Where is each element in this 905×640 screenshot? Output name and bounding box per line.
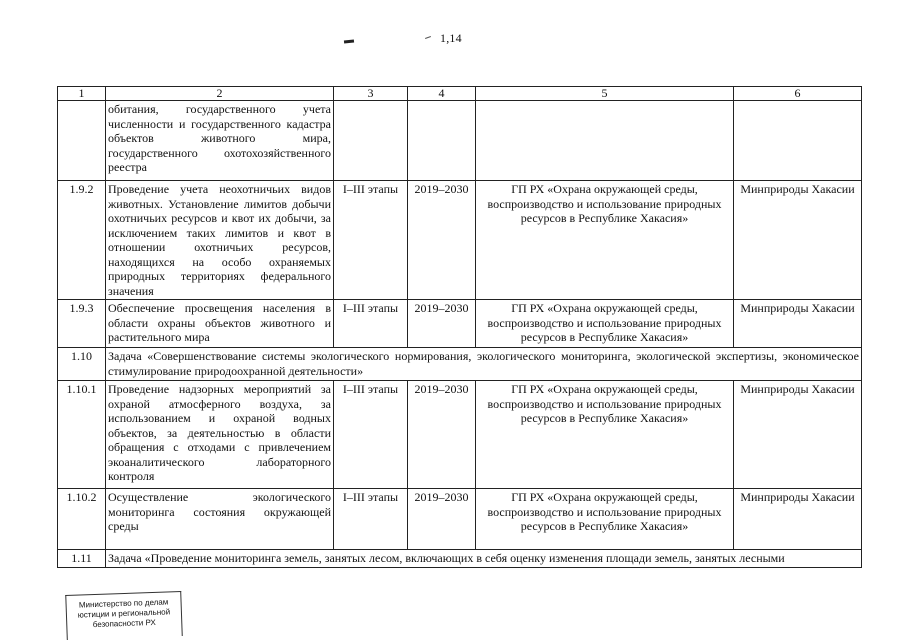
task-row <box>58 348 862 381</box>
responsible-cell: Минприроды Хакасии <box>734 181 862 300</box>
row-number: 1.10 <box>58 348 106 381</box>
responsible-cell: Минприроды Хакасии <box>734 381 862 489</box>
program-cell <box>476 101 734 181</box>
stage-cell: I–III этапы <box>334 181 408 300</box>
responsible-cell: Минприроды Хакасии <box>734 300 862 348</box>
column-header: 3 <box>334 87 408 101</box>
period-cell: 2019–2030 <box>408 181 476 300</box>
table-row <box>58 181 862 300</box>
responsible-cell: Минприроды Хакасии <box>734 489 862 550</box>
stage-cell: I–III этапы <box>334 489 408 550</box>
table-row <box>58 300 862 348</box>
column-header: 2 <box>106 87 334 101</box>
row-number: 1.9.3 <box>58 300 106 348</box>
program-cell: ГП РХ «Охрана окружающей среды, воспроизводство и использование природных ресурсов в Республике Хакасия» <box>476 300 734 348</box>
responsible-cell <box>734 101 862 181</box>
column-header: 4 <box>408 87 476 101</box>
row-number: 1.11 <box>58 550 106 568</box>
row-number: 1.9.2 <box>58 181 106 300</box>
row-number <box>58 101 106 181</box>
table-row <box>58 101 862 181</box>
table-row <box>58 381 862 489</box>
stamp-text: Министерство по делам юстиции и региональной безопасности РХ <box>77 597 171 630</box>
stage-cell: I–III этапы <box>334 300 408 348</box>
task-description: Задача «Совершенствование системы экологического нормирования, экологического мониторинга, экологической экспертизы, экономическое стимулирование природоохранной деятельности» <box>106 348 862 381</box>
task-description: Задача «Проведение мониторинга земель, занятых лесом, включающих в себя оценку изменения площади земель, занятых лесными <box>106 550 862 568</box>
measure-description: Обеспечение просвещения населения в области охраны объектов животного и растительного мира <box>106 300 334 348</box>
period-cell: 2019–2030 <box>408 489 476 550</box>
column-header: 5 <box>476 87 734 101</box>
measure-description: Проведение надзорных мероприятий за охраной атмосферного воздуха, за использованием и охраной водных объектов, за деятельностью в области обращения с отходами с привлечением экоаналитического лабораторного контроля <box>106 381 334 489</box>
measure-description: обитания, государственного учета численности и государственного кадастра объектов животного мира, государственного охотохозяйственного реестра <box>106 101 334 181</box>
row-number: 1.10.2 <box>58 489 106 550</box>
page-number: 1,14 <box>440 31 462 45</box>
scan-artifact <box>344 39 354 43</box>
scan-artifact <box>425 36 431 39</box>
row-number: 1.10.1 <box>58 381 106 489</box>
measures-table <box>57 86 862 568</box>
table-header-row <box>58 87 862 101</box>
period-cell <box>408 101 476 181</box>
stage-cell: I–III этапы <box>334 381 408 489</box>
program-cell: ГП РХ «Охрана окружающей среды, воспроизводство и использование природных ресурсов в Республике Хакасия» <box>476 381 734 489</box>
column-header: 6 <box>734 87 862 101</box>
period-cell: 2019–2030 <box>408 300 476 348</box>
task-row <box>58 550 862 568</box>
table-row <box>58 489 862 550</box>
registration-stamp <box>65 591 182 640</box>
program-cell: ГП РХ «Охрана окружающей среды, воспроизводство и использование природных ресурсов в Республике Хакасия» <box>476 489 734 550</box>
period-cell: 2019–2030 <box>408 381 476 489</box>
measure-description: Осуществление экологического мониторинга состояния окружающей среды <box>106 489 334 550</box>
column-header: 1 <box>58 87 106 101</box>
program-cell: ГП РХ «Охрана окружающей среды, воспроизводство и использование природных ресурсов в Республике Хакасия» <box>476 181 734 300</box>
measure-description: Проведение учета неохотничьих видов животных. Установление лимитов добычи охотничьих ресурсов и квот их добычи, за исключением таких лимитов и квот в отношении охотничьих ресурсов, находящихся на особо охраняемых природных территориях федерального значения <box>106 181 334 300</box>
stage-cell <box>334 101 408 181</box>
